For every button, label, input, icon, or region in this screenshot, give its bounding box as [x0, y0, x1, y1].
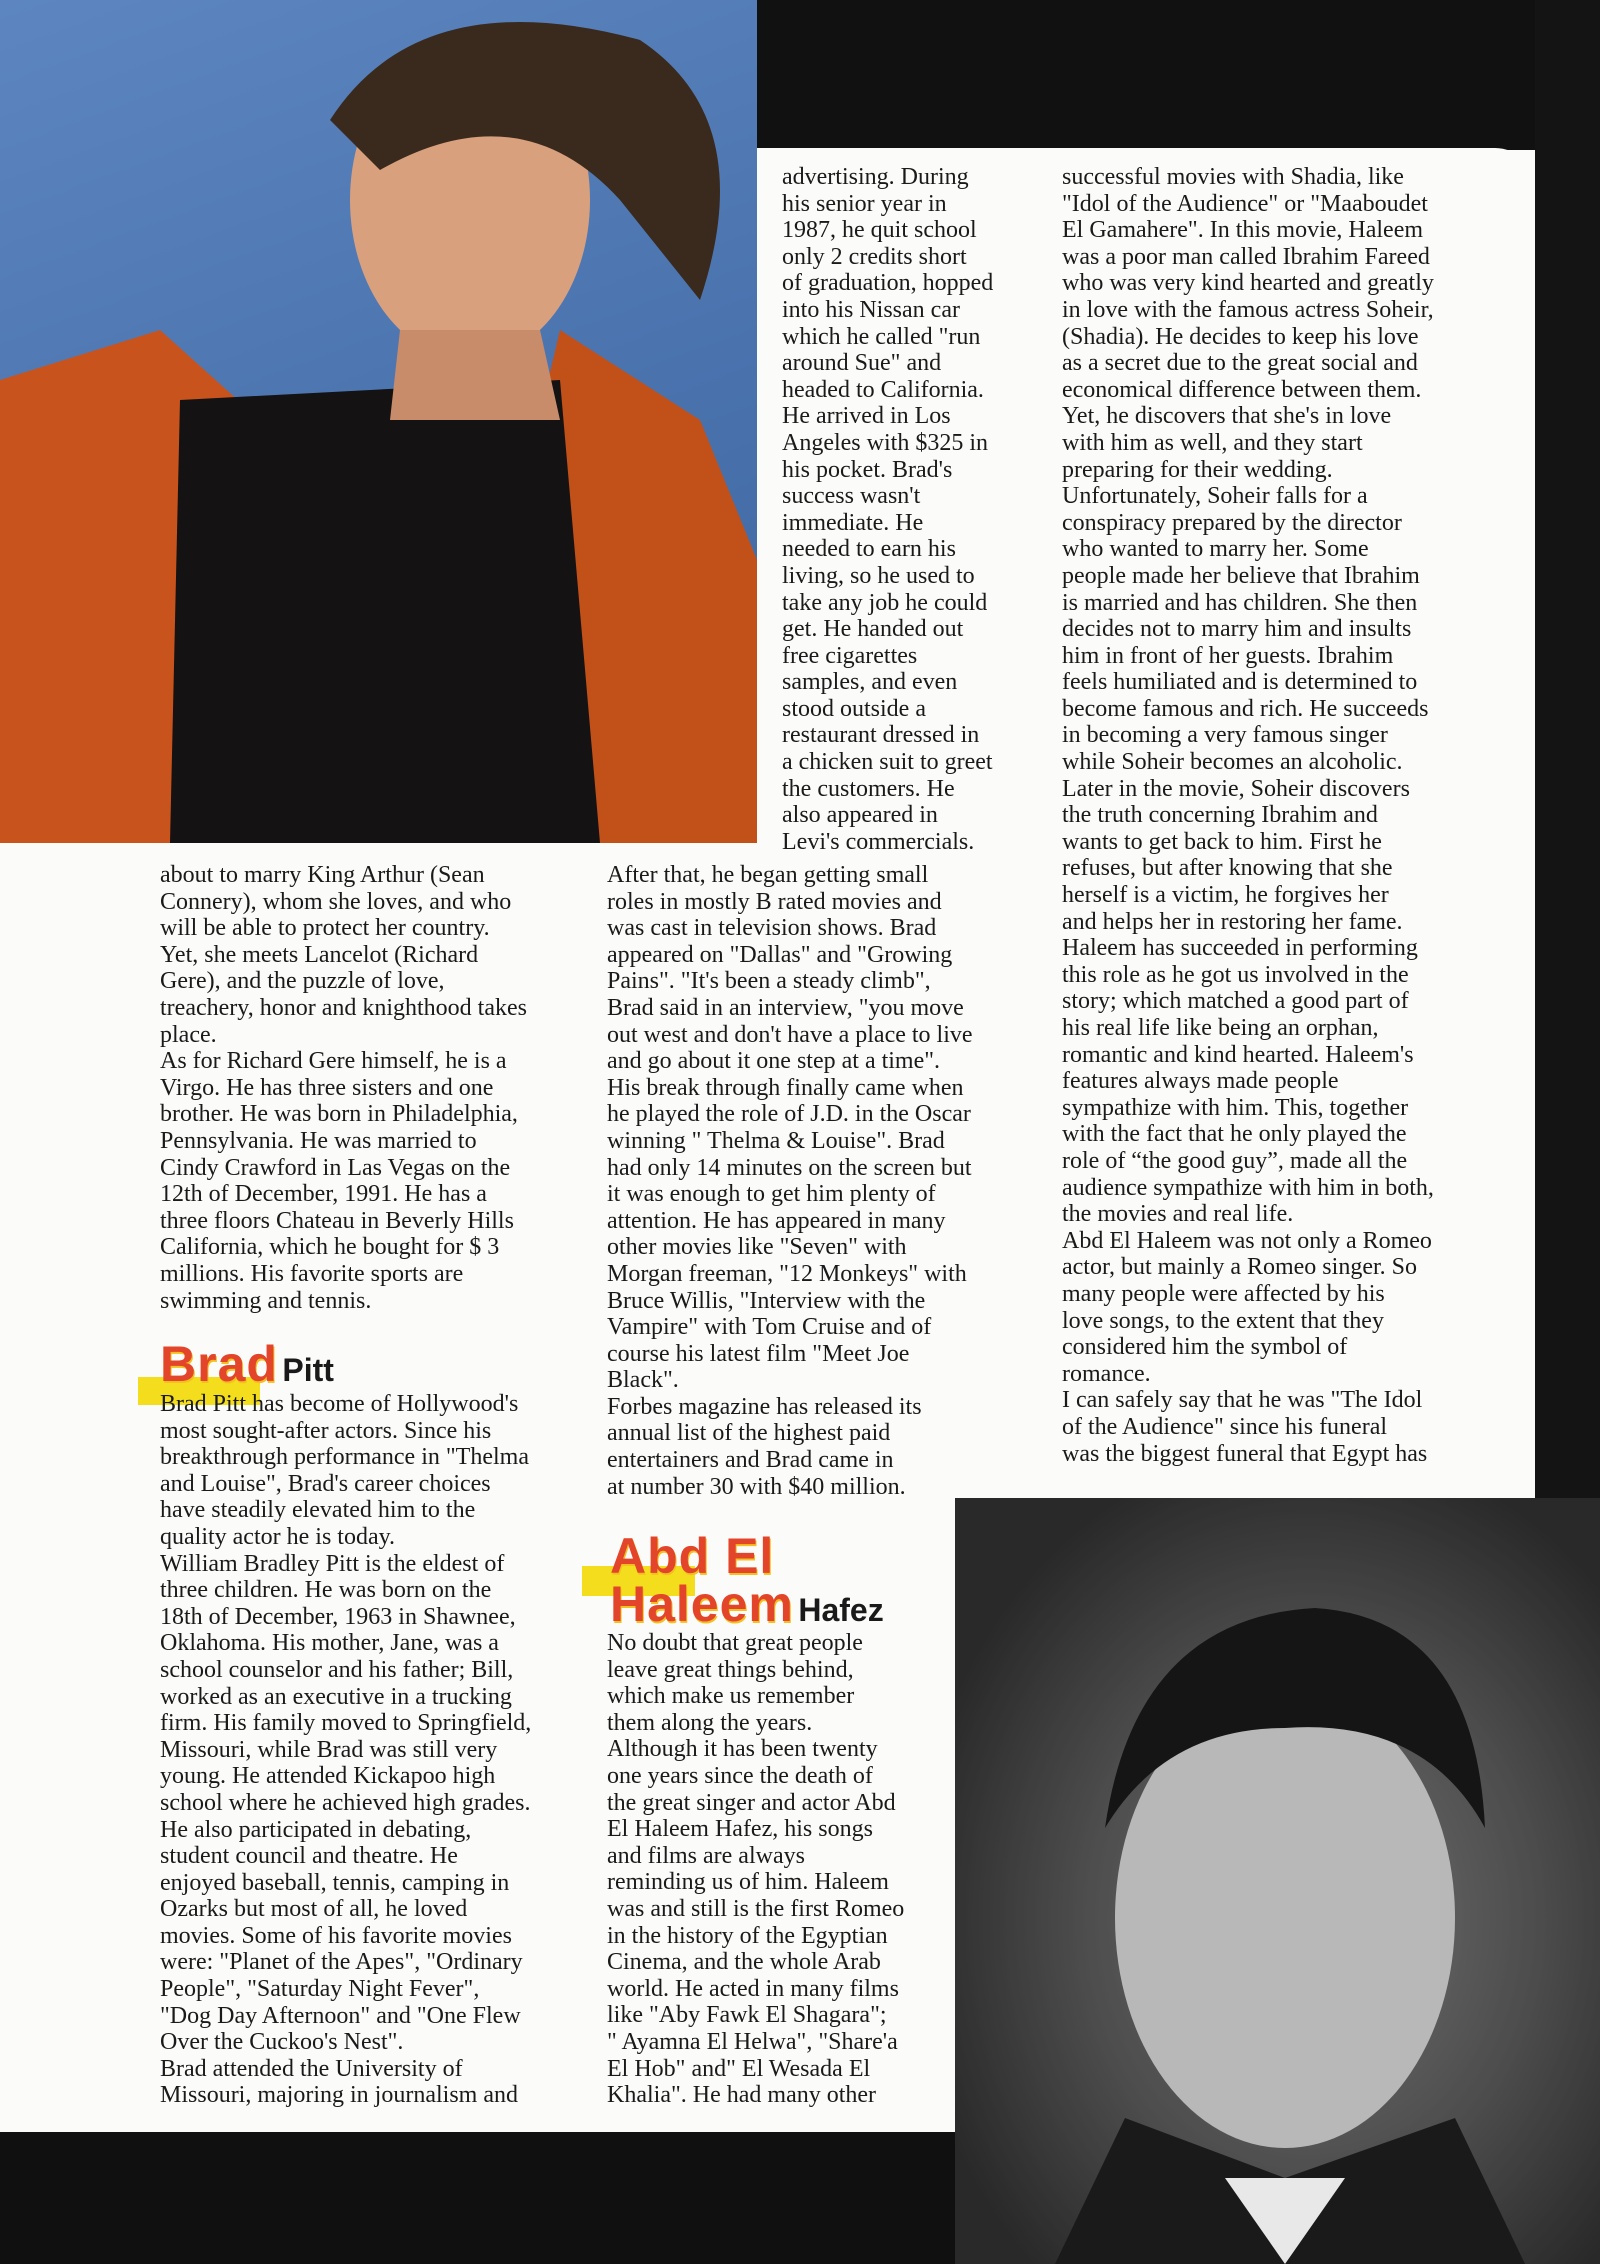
text-line: this role as he got us involved in the: [1062, 961, 1409, 988]
text-line: I can safely say that he was "The Idol: [1062, 1387, 1423, 1414]
text-line: Over the Cuckoo's Nest".: [160, 2029, 404, 2056]
text-line: Haleem has succeeded in performing: [1062, 935, 1418, 962]
text-line: Virgo. He has three sisters and one: [160, 1074, 494, 1101]
text-line: 1987, he quit school: [782, 217, 977, 244]
text-line: stood outside a: [782, 695, 926, 722]
text-line: " Ayamna El Helwa", "Share'a: [607, 2028, 898, 2055]
text-line: William Bradley Pitt is the eldest of: [160, 1550, 505, 1577]
text-line: preparing for their wedding.: [1062, 456, 1333, 483]
text-line: Pains". "It's been a steady climb",: [607, 968, 931, 995]
haleem-col3-body: [1062, 164, 1434, 1467]
text-line: school counselor and his father; Bill,: [160, 1656, 514, 1683]
text-line: Cinema, and the whole Arab: [607, 1949, 881, 1976]
text-line: feels humiliated and is determined to: [1062, 669, 1418, 696]
heading-line-1: Abd El: [610, 1528, 775, 1584]
text-line: and films are always: [607, 1842, 805, 1869]
text-line: with him as well, and they start: [1062, 429, 1363, 456]
text-line: Although it has been twenty: [607, 1736, 878, 1763]
text-line: successful movies with Shadia, like: [1062, 164, 1404, 190]
text-line: No doubt that great people: [607, 1630, 863, 1656]
text-line: worked as an executive in a trucking: [160, 1683, 512, 1710]
text-line: conspiracy prepared by the director: [1062, 509, 1402, 536]
text-line: become famous and rich. He succeeds: [1062, 695, 1429, 722]
text-line: Gere), and the puzzle of love,: [160, 968, 445, 995]
text-line: decides not to marry him and insults: [1062, 616, 1412, 643]
text-line: which make us remember: [607, 1683, 855, 1710]
text-line: (Shadia). He decides to keep his love: [1062, 323, 1419, 350]
text-line: had only 14 minutes on the screen but: [607, 1154, 972, 1181]
text-line: Missouri, while Brad was still very: [160, 1736, 498, 1763]
text-line: advertising. During: [782, 164, 969, 190]
text-line: wants to get back to him. First he: [1062, 828, 1382, 855]
text-line: which he called "run: [782, 323, 981, 350]
text-line: most sought-after actors. Since his: [160, 1417, 492, 1444]
text-line: Brad Pitt has become of Hollywood's: [160, 1391, 519, 1417]
brad-col2-bottom: [607, 862, 973, 1500]
text-line: his pocket. Brad's: [782, 456, 953, 483]
text-line: appeared on "Dallas" and "Growing: [607, 941, 953, 968]
abd-el-haleem-photo: [955, 1498, 1600, 2264]
text-line: he played the role of J.D. in the Oscar: [607, 1101, 971, 1128]
haleem-col2-body: [607, 1630, 904, 2109]
text-line: entertainers and Brad came in: [607, 1447, 894, 1474]
text-line: Khalia". He had many other: [607, 2082, 877, 2109]
text-line: was cast in television shows. Brad: [607, 915, 937, 942]
text-line: about to marry King Arthur (Sean: [160, 862, 485, 888]
text-line: his real life like being an orphan,: [1062, 1015, 1379, 1041]
brad-col1-continued: [160, 862, 527, 1314]
text-line: is married and has children. She then: [1062, 589, 1418, 616]
text-line: "Idol of the Audience" or "Maaboudet: [1062, 190, 1428, 217]
text-line: who wanted to marry her. Some: [1062, 536, 1369, 563]
text-line: actor, but mainly a Romeo singer. So: [1062, 1254, 1417, 1281]
text-line: firm. His family moved to Springfield,: [160, 1710, 532, 1737]
text-line: around Sue" and: [782, 350, 942, 377]
text-line: it was enough to get him plenty of: [607, 1181, 936, 1208]
text-line: them along the years.: [607, 1709, 813, 1736]
text-line: the truth concerning Ibrahim and: [1062, 802, 1378, 829]
top-black-border: [740, 0, 1600, 150]
heading-last-name: Hafez: [798, 1592, 884, 1628]
text-line: brother. He was born in Philadelphia,: [160, 1101, 518, 1128]
text-line: out west and don't have a place to live: [607, 1021, 973, 1048]
text-line: Brad said in an interview, "you move: [607, 994, 964, 1021]
abd-el-haleem-heading: [610, 1528, 884, 1641]
text-line: People", "Saturday Night Fever",: [160, 1976, 480, 2003]
text-line: romantic and kind hearted. Haleem's: [1062, 1041, 1414, 1068]
text-line: while Soheir becomes an alcoholic.: [1062, 749, 1403, 776]
text-line: in becoming a very famous singer: [1062, 722, 1388, 749]
text-line: Vampire" with Tom Cruise and of: [607, 1314, 932, 1341]
text-line: only 2 credits short: [782, 243, 967, 270]
text-line: also appeared in: [782, 802, 938, 829]
text-line: needed to earn his: [782, 536, 956, 563]
text-line: millions. His favorite sports are: [160, 1260, 464, 1287]
text-line: He also participated in debating,: [160, 1816, 472, 1843]
text-line: many people were affected by his: [1062, 1280, 1385, 1307]
text-line: "Dog Day Afternoon" and "One Flew: [160, 2002, 521, 2029]
text-line: will be able to protect her country.: [160, 915, 490, 942]
text-line: success wasn't: [782, 483, 921, 510]
text-line: who was very kind hearted and greatly: [1062, 270, 1434, 297]
text-line: was and still is the first Romeo: [607, 1895, 905, 1922]
text-line: economical difference between them.: [1062, 376, 1422, 403]
text-line: course his latest film "Meet Joe: [607, 1340, 910, 1367]
text-line: considered him the symbol of: [1062, 1334, 1348, 1361]
text-line: take any job he could: [782, 589, 988, 616]
text-line: El Gamahere". In this movie, Haleem: [1062, 217, 1424, 244]
text-line: El Hob" and" El Wesada El: [607, 2055, 871, 2082]
text-line: other movies like "Seven" with: [607, 1234, 907, 1261]
text-line: breakthrough performance in "Thelma: [160, 1444, 529, 1471]
text-line: place.: [160, 1021, 217, 1048]
text-line: quality actor he is today.: [160, 1523, 396, 1550]
text-line: story; which matched a good part of: [1062, 988, 1409, 1015]
text-line: romance.: [1062, 1360, 1151, 1387]
text-line: his senior year in: [782, 190, 947, 217]
brad-col1-body: [160, 1391, 531, 2109]
text-line: was the biggest funeral that Egypt has: [1062, 1440, 1428, 1467]
text-line: Later in the movie, Soheir discovers: [1062, 775, 1410, 802]
text-line: have steadily elevated him to the: [160, 1497, 476, 1524]
text-line: like "Aby Fawk El Shagara";: [607, 2002, 887, 2029]
text-line: Connery), whom she loves, and who: [160, 888, 512, 915]
text-line: world. He acted in many films: [607, 1975, 899, 2002]
heading-last-name: Pitt: [282, 1352, 334, 1388]
text-line: Yet, he discovers that she's in love: [1062, 403, 1392, 430]
text-line: He arrived in Los: [782, 403, 951, 430]
text-line: Black".: [607, 1367, 679, 1394]
text-line: Missouri, majoring in journalism and: [160, 2082, 518, 2109]
text-line: California, which he bought for $ 3: [160, 1234, 500, 1261]
text-line: His break through finally came when: [607, 1074, 964, 1101]
text-line: one years since the death of: [607, 1762, 873, 1789]
text-line: herself is a victim, he forgives her: [1062, 882, 1389, 909]
text-line: As for Richard Gere himself, he is a: [160, 1048, 507, 1075]
text-line: annual list of the highest paid: [607, 1420, 891, 1447]
text-line: headed to California.: [782, 376, 984, 403]
text-line: was a poor man called Ibrahim Fareed: [1062, 243, 1430, 270]
text-line: features always made people: [1062, 1068, 1339, 1095]
text-line: samples, and even: [782, 669, 958, 696]
text-line: swimming and tennis.: [160, 1287, 372, 1314]
text-line: in love with the famous actress Soheir,: [1062, 296, 1434, 323]
text-line: living, so he used to: [782, 562, 975, 589]
text-line: at number 30 with $40 million.: [607, 1473, 906, 1500]
text-line: and go about it one step at a time".: [607, 1048, 941, 1075]
text-line: with the fact that he only played the: [1062, 1121, 1407, 1148]
text-line: 18th of December, 1963 in Shawnee,: [160, 1603, 516, 1630]
text-line: and helps her in restoring her fame.: [1062, 908, 1403, 935]
text-line: student council and theatre. He: [160, 1843, 458, 1870]
text-line: Ozarks but most of all, he loved: [160, 1896, 468, 1923]
heading-first-name: Brad: [160, 1336, 278, 1392]
brad-col2-top: [782, 164, 993, 855]
text-line: Brad attended the University of: [160, 2055, 463, 2082]
text-line: three floors Chateau in Beverly Hills: [160, 1207, 514, 1234]
text-line: three children. He was born on the: [160, 1577, 492, 1604]
text-line: him in front of her guests. Ibrahim: [1062, 642, 1394, 669]
text-line: and Louise", Brad's career choices: [160, 1470, 491, 1497]
text-line: roles in mostly B rated movies and: [607, 888, 942, 915]
text-line: Bruce Willis, "Interview with the: [607, 1287, 926, 1314]
text-line: restaurant dressed in: [782, 722, 980, 749]
text-line: Levi's commercials.: [782, 828, 975, 855]
text-line: movies. Some of his favorite movies: [160, 1922, 512, 1949]
text-line: as a secret due to the great social and: [1062, 350, 1418, 377]
text-line: refuses, but after knowing that she: [1062, 855, 1393, 882]
text-line: Oklahoma. His mother, Jane, was a: [160, 1630, 499, 1657]
text-line: school where he achieved high grades.: [160, 1789, 531, 1816]
text-line: the customers. He: [782, 775, 955, 802]
text-line: the movies and real life.: [1062, 1201, 1294, 1228]
text-line: Unfortunately, Soheir falls for a: [1062, 483, 1368, 510]
text-line: 12th of December, 1991. He has a: [160, 1181, 487, 1208]
text-line: Pennsylvania. He was married to: [160, 1127, 477, 1154]
text-line: sympathize with him. This, together: [1062, 1094, 1409, 1121]
text-line: free cigarettes: [782, 642, 918, 669]
text-line: get. He handed out: [782, 616, 964, 643]
text-line: Cindy Crawford in Las Vegas on the: [160, 1154, 511, 1181]
text-line: Angeles with $325 in: [782, 429, 988, 456]
text-line: of the Audience" since his funeral: [1062, 1413, 1388, 1440]
text-line: audience sympathize with him in both,: [1062, 1174, 1434, 1201]
text-line: attention. He has appeared in many: [607, 1207, 946, 1234]
text-line: into his Nissan car: [782, 296, 960, 323]
text-line: young. He attended Kickapoo high: [160, 1763, 496, 1790]
text-line: Abd El Haleem was not only a Romeo: [1062, 1227, 1432, 1254]
text-line: were: "Planet of the Apes", "Ordinary: [160, 1949, 523, 1976]
text-line: After that, he began getting small: [607, 862, 929, 888]
text-line: Forbes magazine has released its: [607, 1393, 922, 1420]
text-line: enjoyed baseball, tennis, camping in: [160, 1869, 510, 1896]
text-line: of graduation, hopped: [782, 270, 994, 297]
text-line: El Haleem Hafez, his songs: [607, 1816, 873, 1843]
text-line: winning " Thelma & Louise". Brad: [607, 1127, 945, 1154]
brad-pitt-heading: [160, 1335, 334, 1393]
text-line: a chicken suit to greet: [782, 749, 993, 776]
text-line: treachery, honor and knighthood takes: [160, 994, 527, 1021]
bottom-black-border: [0, 2132, 960, 2264]
text-line: Yet, she meets Lancelot (Richard: [160, 941, 479, 968]
text-line: immediate. He: [782, 509, 924, 536]
brad-pitt-photo: [0, 0, 757, 843]
text-line: the great singer and actor Abd: [607, 1789, 896, 1816]
heading-line-2: Haleem: [610, 1576, 794, 1632]
text-line: leave great things behind,: [607, 1656, 854, 1683]
text-line: role of “the good guy”, made all the: [1062, 1147, 1408, 1174]
text-line: reminding us of him. Haleem: [607, 1869, 889, 1896]
text-line: people made her believe that Ibrahim: [1062, 562, 1420, 589]
text-line: in the history of the Egyptian: [607, 1922, 888, 1949]
text-line: Morgan freeman, "12 Monkeys" with: [607, 1260, 967, 1287]
text-line: love songs, to the extent that they: [1062, 1307, 1384, 1334]
